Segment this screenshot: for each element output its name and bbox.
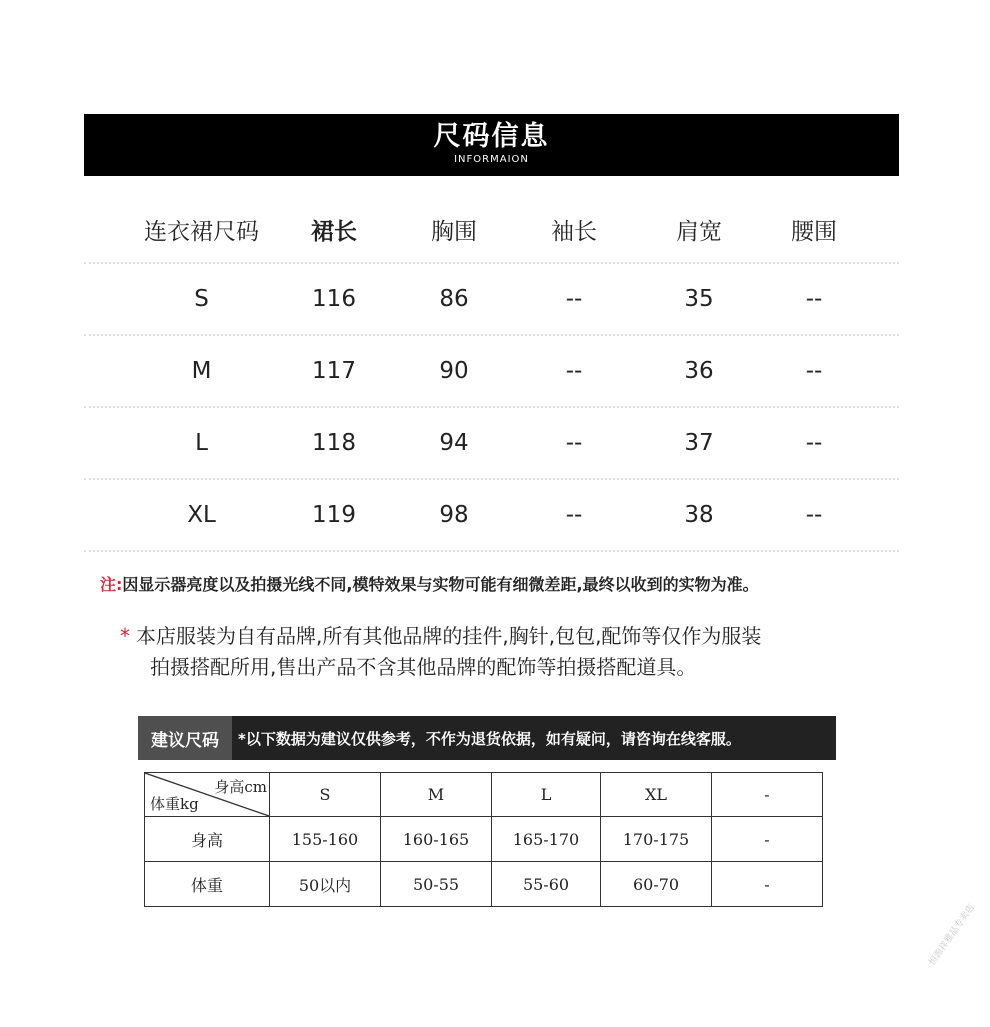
- advice-bar: [138, 716, 836, 760]
- banner-title: 尺码信息: [433, 121, 550, 152]
- size-table-header: [84, 196, 899, 264]
- row-skirt-length: 116: [312, 286, 356, 312]
- row-shoulder: 35: [684, 286, 714, 312]
- header-dress-size: 连衣裙尺码: [144, 218, 259, 245]
- table-row: [84, 408, 899, 480]
- rec-cell: -: [712, 817, 823, 862]
- table-row: [145, 817, 823, 862]
- rec-header-empty: -: [712, 773, 823, 817]
- row-shoulder: 37: [684, 430, 714, 456]
- recommendation-table: [144, 772, 823, 907]
- table-row: [84, 480, 899, 552]
- row-waist: --: [805, 286, 823, 312]
- rec-cell: -: [712, 862, 823, 907]
- rec-header-l: L: [492, 773, 601, 817]
- row-skirt-length: 118: [312, 430, 356, 456]
- brand-note-line2: 拍摄搭配所用,售出产品不含其他品牌的配饰等拍摄搭配道具。: [150, 655, 697, 679]
- row-bust: 94: [439, 430, 469, 456]
- rec-header-s: S: [270, 773, 381, 817]
- row-shoulder: 36: [684, 358, 714, 384]
- rec-cell: 50-55: [381, 862, 492, 907]
- header-shoulder: 肩宽: [676, 218, 722, 245]
- advice-label: 建议尺码: [138, 716, 232, 760]
- asterisk-icon: *: [120, 624, 130, 648]
- row-sleeve: --: [565, 430, 583, 456]
- rec-row-label: 身高: [145, 817, 270, 862]
- rec-cell: 50以内: [270, 862, 381, 907]
- row-waist: --: [805, 358, 823, 384]
- row-shoulder: 38: [684, 502, 714, 528]
- rec-cell: 55-60: [492, 862, 601, 907]
- table-row: [145, 773, 823, 817]
- rec-cell: 170-175: [601, 817, 712, 862]
- row-size: XL: [187, 502, 216, 528]
- header-skirt-length: 裙长: [311, 218, 357, 245]
- table-row: [145, 862, 823, 907]
- display-disclaimer: [100, 572, 920, 595]
- note-prefix: 注:: [100, 575, 123, 594]
- info-banner: [84, 114, 899, 176]
- header-bust: 胸围: [431, 218, 477, 245]
- row-skirt-length: 117: [312, 358, 356, 384]
- row-size: M: [191, 358, 212, 384]
- row-waist: --: [805, 502, 823, 528]
- row-size: S: [194, 286, 209, 312]
- store-watermark: 恒源祥雅晶专卖店: [927, 902, 977, 968]
- rec-cell: 165-170: [492, 817, 601, 862]
- row-bust: 90: [439, 358, 469, 384]
- advice-text: *以下数据为建议仅供参考，不作为退货依据，如有疑问，请咨询在线客服。: [238, 729, 741, 748]
- rec-cell: 155-160: [270, 817, 381, 862]
- rec-cell: 160-165: [381, 817, 492, 862]
- brand-note-line1: 本店服装为自有品牌,所有其他品牌的挂件,胸针,包包,配饰等仅作为服装: [136, 624, 762, 648]
- table-row: [84, 336, 899, 408]
- note-text: 因显示器亮度以及拍摄光线不同,模特效果与实物可能有细微差距,最终以收到的实物为准。: [122, 575, 759, 594]
- rec-cell: 60-70: [601, 862, 712, 907]
- row-bust: 86: [439, 286, 469, 312]
- row-sleeve: --: [565, 358, 583, 384]
- row-size: L: [195, 430, 208, 456]
- corner-cell: [145, 773, 270, 817]
- rec-header-m: M: [381, 773, 492, 817]
- header-sleeve: 袖长: [551, 218, 597, 245]
- brand-disclaimer: [120, 621, 900, 683]
- row-sleeve: --: [565, 502, 583, 528]
- row-sleeve: --: [565, 286, 583, 312]
- table-row: [84, 264, 899, 336]
- row-skirt-length: 119: [312, 502, 356, 528]
- rec-header-xl: XL: [601, 773, 712, 817]
- row-bust: 98: [439, 502, 469, 528]
- banner-subtitle: INFORMAION: [454, 154, 529, 165]
- corner-weight-label: 体重kg: [150, 795, 199, 813]
- rec-row-label: 体重: [145, 862, 270, 907]
- row-waist: --: [805, 430, 823, 456]
- header-waist: 腰围: [791, 218, 837, 245]
- corner-height-label: 身高cm: [214, 778, 267, 796]
- size-table: [84, 196, 899, 552]
